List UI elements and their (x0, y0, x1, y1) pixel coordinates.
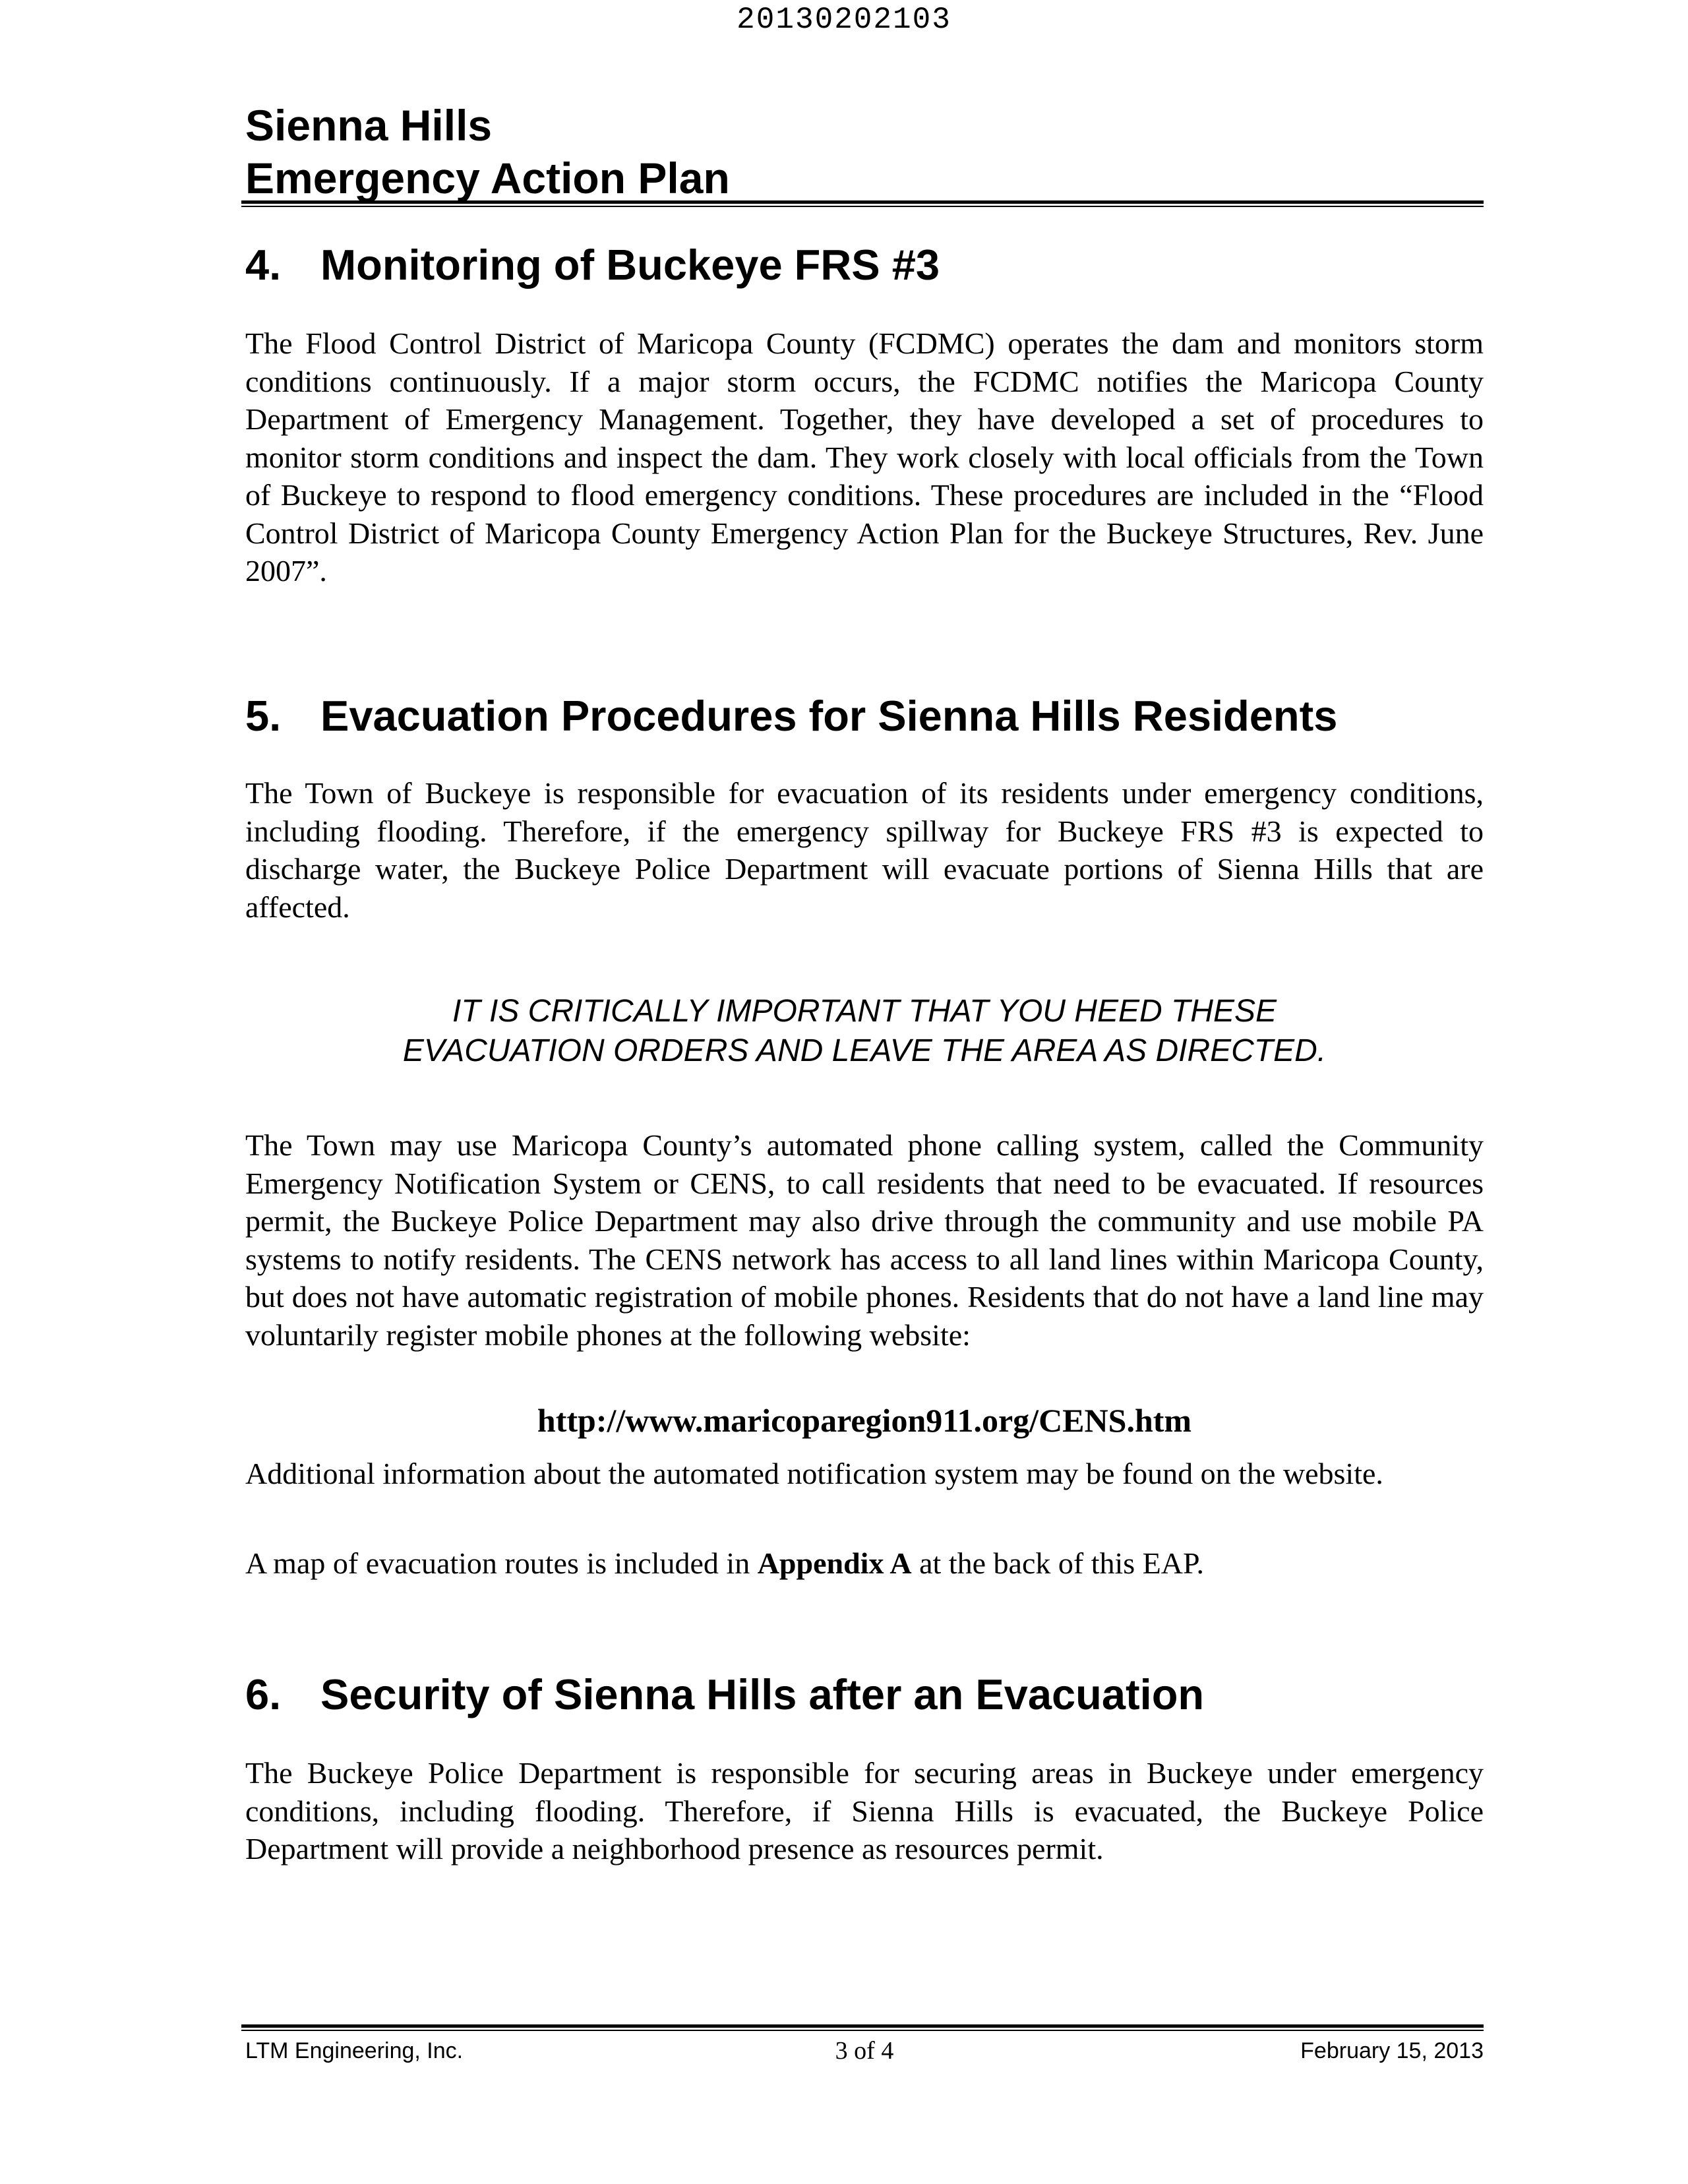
warning-line1: IT IS CRITICALLY IMPORTANT THAT YOU HEED THESE (452, 994, 1277, 1029)
section-4-title: Monitoring of Buckeye FRS #3 (320, 241, 940, 289)
cens-website-link[interactable]: http://www.maricoparegion911.org/CENS.htm (537, 1402, 1192, 1439)
section-5-paragraph-1: The Town of Buckeye is responsible for evacuation of its residents under emergency conditions, including flooding. Therefore, if the emergency spillway for Buckeye FRS #3 is expected to discharge water, the Buckeye Police Department will evacuate portions of Sienna Hills that are affected. (245, 776, 1484, 924)
section-5-number: 5. (245, 692, 282, 740)
map-note (245, 1544, 1484, 1583)
footer-page-number: 3 of 4 (835, 2037, 894, 2065)
document-header (245, 99, 1485, 204)
section-5-heading (245, 690, 1485, 743)
header-title-line2: Emergency Action Plan (245, 154, 730, 202)
section-4-number: 4. (245, 241, 282, 289)
warning-line2: EVACUATION ORDERS AND LEAVE THE AREA AS DIRECTED. (402, 1033, 1327, 1068)
document-id: 20130202103 (737, 3, 951, 37)
footer-company: LTM Engineering, Inc. (245, 2038, 464, 2063)
section-6-paragraph: The Buckeye Police Department is responsible for securing areas in Buckeye under emergency conditions, including flooding. Therefore, if Sienna Hills is evacuated, the Buckeye Police Department will provide a neighborhood presence as resources permit. (245, 1756, 1484, 1866)
section-4-paragraph: The Flood Control District of Maricopa County (FCDMC) operates the dam and monitors storm conditions continuously. If a major storm occurs, the FCDMC notifies the Maricopa County Department of Emergency Management. Together, they have developed a set of procedures to monitor storm conditions and inspect the dam. They work closely with local officials from the Town of Buckeye to respond to flood emergency conditions. These procedures are included in the “Flood Control District of Maricopa County Emergency Action Plan for the Buckeye Structures, Rev. June 2007”. (245, 326, 1484, 588)
evacuation-warning (245, 992, 1484, 1071)
section-6-title: Security of Sienna Hills after an Evacuation (320, 1670, 1205, 1718)
section-5-paragraph-3: Additional information about the automated notification system may be found on the website. (245, 1457, 1383, 1490)
section-5-title: Evacuation Procedures for Sienna Hills Residents (320, 692, 1338, 740)
section-6-number: 6. (245, 1670, 282, 1718)
section-4-heading (245, 239, 1485, 291)
header-rule (241, 200, 1484, 207)
map-note-text-after: at the back of this EAP. (911, 1546, 1204, 1580)
footer-rule (241, 2024, 1484, 2031)
section-5-paragraph-2: The Town may use Maricopa County’s automated phone calling system, called the Community Emergency Notification System or CENS, to call residents that need to be evacuated. If resources permit, the Buckeye Police Department may also drive through the community and use mobile PA systems to notify residents. The CENS network has access to all land lines within Maricopa County, but does not have automatic registration of mobile phones. Residents that do not have a land line may voluntarily register mobile phones at the following website: (245, 1128, 1484, 1352)
appendix-a-reference: Appendix A (757, 1546, 912, 1580)
section-6-heading (245, 1668, 1485, 1721)
map-note-text-before: A map of evacuation routes is included in (245, 1546, 758, 1580)
footer-date: February 15, 2013 (1300, 2038, 1484, 2063)
header-title-line1: Sienna Hills (245, 101, 493, 150)
